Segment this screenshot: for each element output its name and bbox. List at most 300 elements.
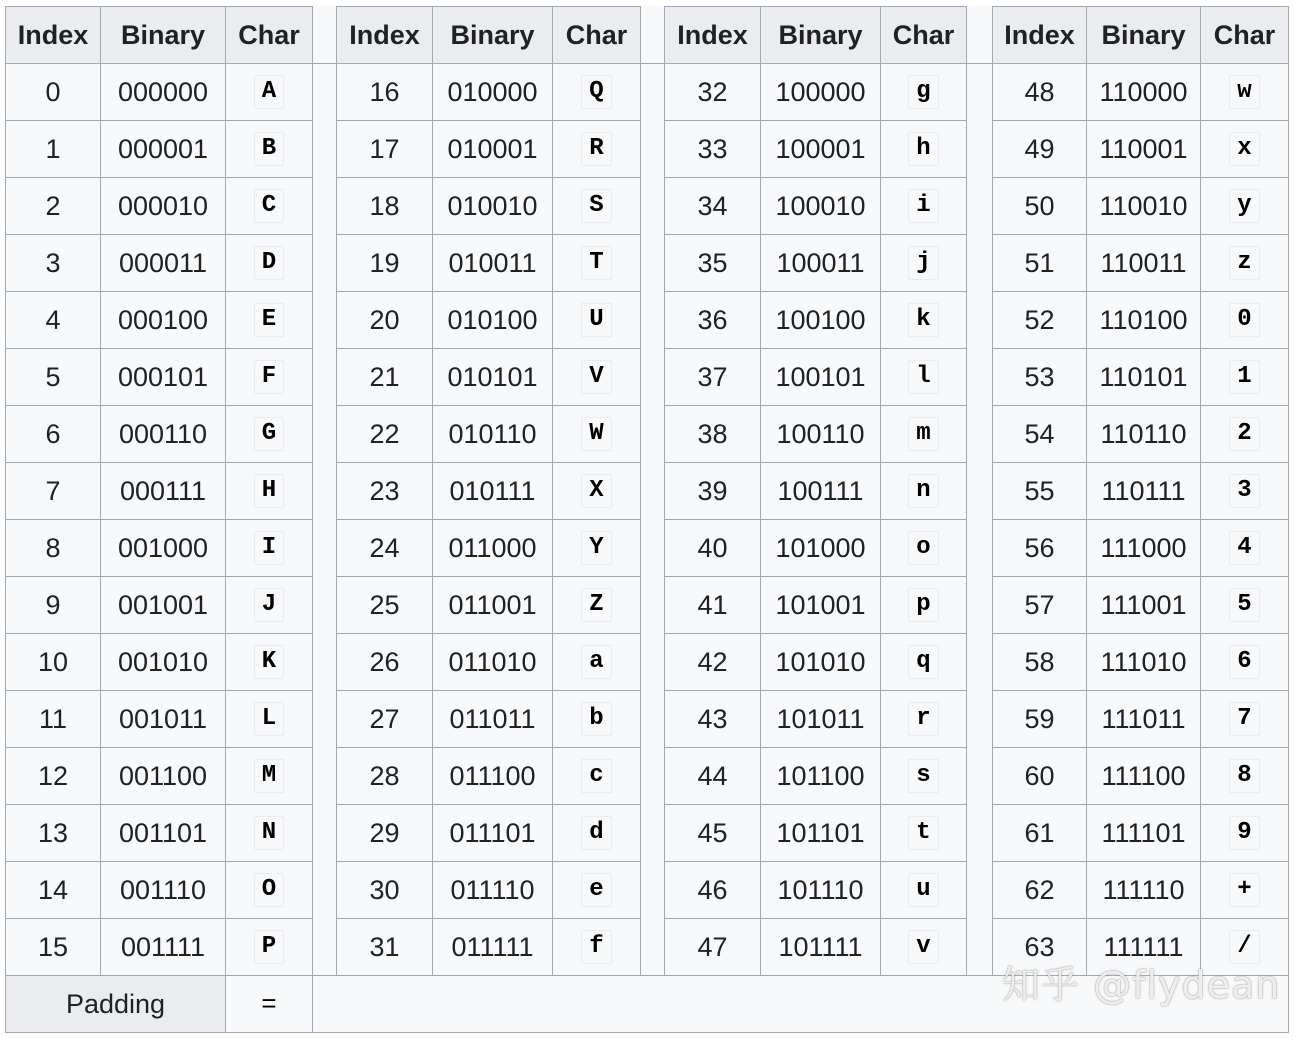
table-row [6,520,1289,577]
binary-cell: 110010 [1087,178,1201,235]
char-cell [226,64,313,121]
char-cell [226,748,313,805]
char-cell [1201,64,1289,121]
table-row [6,235,1289,292]
char-cell [553,862,641,919]
binary-cell: 101011 [761,691,881,748]
column-gap [641,235,665,292]
char-cell [881,634,967,691]
column-gap [313,577,337,634]
column-gap [967,7,993,64]
char-code: 2 [1229,417,1259,450]
index-cell: 54 [993,406,1087,463]
binary-cell: 100011 [761,235,881,292]
char-cell [226,121,313,178]
column-gap [641,406,665,463]
base64-index-table [5,6,1289,1033]
binary-cell: 110011 [1087,235,1201,292]
index-cell: 22 [337,406,433,463]
index-cell: 8 [6,520,101,577]
header-char: Char [1201,7,1289,64]
char-cell [881,292,967,349]
char-code: P [254,930,284,963]
char-code: O [254,873,284,906]
index-cell: 11 [6,691,101,748]
char-cell [1201,748,1289,805]
char-cell [553,406,641,463]
column-gap [313,805,337,862]
binary-cell: 011000 [433,520,553,577]
index-cell: 32 [665,64,761,121]
char-code: M [254,759,284,792]
column-gap [313,862,337,919]
binary-cell: 010001 [433,121,553,178]
column-gap [641,805,665,862]
header-char: Char [881,7,967,64]
char-cell [553,520,641,577]
binary-cell: 010111 [433,463,553,520]
binary-cell: 100111 [761,463,881,520]
column-gap [967,292,993,349]
binary-cell: 001110 [101,862,226,919]
char-code: u [908,873,938,906]
char-code: g [908,75,938,108]
char-code: n [908,474,938,507]
char-code: t [908,816,938,849]
binary-cell: 110110 [1087,406,1201,463]
char-cell [553,235,641,292]
column-gap [641,349,665,406]
column-gap [641,292,665,349]
column-gap [967,520,993,577]
binary-cell: 111011 [1087,691,1201,748]
char-code: z [1229,246,1259,279]
index-cell: 56 [993,520,1087,577]
char-cell [881,235,967,292]
index-cell: 61 [993,805,1087,862]
index-cell: 3 [6,235,101,292]
binary-cell: 111000 [1087,520,1201,577]
column-gap [967,748,993,805]
column-gap [967,919,993,976]
binary-cell: 110000 [1087,64,1201,121]
char-code: L [254,702,284,735]
char-cell [881,178,967,235]
index-cell: 45 [665,805,761,862]
table-body [6,64,1289,1033]
char-cell [881,862,967,919]
table-row [6,634,1289,691]
table-row [6,64,1289,121]
char-code: w [1229,75,1259,108]
index-cell: 58 [993,634,1087,691]
table-row [6,349,1289,406]
index-cell: 2 [6,178,101,235]
index-cell: 30 [337,862,433,919]
index-cell: 6 [6,406,101,463]
char-cell [553,292,641,349]
column-gap [967,406,993,463]
char-cell [1201,634,1289,691]
binary-cell: 010000 [433,64,553,121]
index-cell: 17 [337,121,433,178]
char-cell [226,292,313,349]
binary-cell: 111001 [1087,577,1201,634]
char-cell [1201,235,1289,292]
index-cell: 37 [665,349,761,406]
char-cell [226,805,313,862]
table-row [6,805,1289,862]
index-cell: 34 [665,178,761,235]
char-cell [881,349,967,406]
watermark: 知乎 @flydean [1002,963,1281,1007]
char-cell [553,634,641,691]
binary-cell: 010010 [433,178,553,235]
char-code: N [254,816,284,849]
char-cell [226,235,313,292]
column-gap [313,121,337,178]
column-gap [641,748,665,805]
char-cell [553,349,641,406]
index-cell: 4 [6,292,101,349]
binary-cell: 100010 [761,178,881,235]
char-code: h [908,132,938,165]
binary-cell: 101111 [761,919,881,976]
column-gap [641,691,665,748]
column-gap [967,691,993,748]
char-cell [1201,178,1289,235]
index-cell: 41 [665,577,761,634]
char-cell [1201,349,1289,406]
binary-cell: 011001 [433,577,553,634]
column-gap [313,235,337,292]
index-cell: 53 [993,349,1087,406]
column-gap [313,406,337,463]
index-cell: 36 [665,292,761,349]
char-cell [553,463,641,520]
binary-cell: 100100 [761,292,881,349]
index-cell: 40 [665,520,761,577]
padding-label: Padding [6,976,226,1033]
char-cell [881,919,967,976]
binary-cell: 001010 [101,634,226,691]
table-row [6,748,1289,805]
column-gap [313,178,337,235]
binary-cell: 010011 [433,235,553,292]
binary-cell: 101100 [761,748,881,805]
char-cell [553,178,641,235]
index-cell: 38 [665,406,761,463]
char-code: o [908,531,938,564]
binary-cell: 001011 [101,691,226,748]
column-gap [967,235,993,292]
char-cell [1201,691,1289,748]
header-row [6,7,1289,64]
char-code: 5 [1229,588,1259,621]
column-gap [641,577,665,634]
char-cell [1201,121,1289,178]
column-gap [313,748,337,805]
binary-cell: 000011 [101,235,226,292]
char-code: T [581,246,611,279]
binary-cell: 100001 [761,121,881,178]
column-gap [967,634,993,691]
table-row [6,691,1289,748]
index-cell: 44 [665,748,761,805]
char-code: I [254,531,284,564]
column-gap [967,805,993,862]
binary-cell: 111101 [1087,805,1201,862]
char-code: B [254,132,284,165]
char-cell [553,919,641,976]
char-code: c [581,759,611,792]
char-code: y [1229,189,1259,222]
table-row [6,292,1289,349]
header-char: Char [553,7,641,64]
char-code: 9 [1229,816,1259,849]
header-char: Char [226,7,313,64]
char-cell [881,577,967,634]
char-cell [1201,292,1289,349]
index-cell: 63 [993,919,1087,976]
index-cell: 16 [337,64,433,121]
char-code: 8 [1229,759,1259,792]
column-gap [967,178,993,235]
char-cell [553,691,641,748]
binary-cell: 111010 [1087,634,1201,691]
binary-cell: 001001 [101,577,226,634]
char-code: b [581,702,611,735]
binary-cell: 101110 [761,862,881,919]
char-code: 7 [1229,702,1259,735]
char-code: r [908,702,938,735]
column-gap [967,463,993,520]
binary-cell: 011010 [433,634,553,691]
char-cell [553,121,641,178]
index-cell: 9 [6,577,101,634]
header-binary: Binary [761,7,881,64]
binary-cell: 111110 [1087,862,1201,919]
column-gap [313,7,337,64]
index-cell: 49 [993,121,1087,178]
char-code: H [254,474,284,507]
column-gap [967,349,993,406]
binary-cell: 011111 [433,919,553,976]
char-cell [881,406,967,463]
column-gap [967,121,993,178]
char-cell [1201,805,1289,862]
column-gap [313,463,337,520]
char-code: a [581,645,611,678]
index-cell: 47 [665,919,761,976]
char-cell [1201,520,1289,577]
char-code: k [908,303,938,336]
column-gap [641,178,665,235]
char-code: 3 [1229,474,1259,507]
char-code: j [908,246,938,279]
char-cell [553,805,641,862]
index-cell: 0 [6,64,101,121]
index-cell: 5 [6,349,101,406]
char-code: X [581,474,611,507]
binary-cell: 101000 [761,520,881,577]
binary-cell: 000001 [101,121,226,178]
char-code: Z [581,588,611,621]
index-cell: 48 [993,64,1087,121]
char-cell [1201,463,1289,520]
index-cell: 31 [337,919,433,976]
char-code: Y [581,531,611,564]
binary-cell: 110111 [1087,463,1201,520]
column-gap [967,64,993,121]
index-cell: 33 [665,121,761,178]
binary-cell: 001000 [101,520,226,577]
char-cell [226,463,313,520]
index-cell: 1 [6,121,101,178]
index-cell: 59 [993,691,1087,748]
char-cell [226,862,313,919]
char-code: 6 [1229,645,1259,678]
char-code: U [581,303,611,336]
char-cell [226,349,313,406]
index-cell: 21 [337,349,433,406]
binary-cell: 000111 [101,463,226,520]
binary-cell: 010101 [433,349,553,406]
char-code: l [908,360,938,393]
index-cell: 20 [337,292,433,349]
char-code: K [254,645,284,678]
char-code: G [254,417,284,450]
char-code: Q [581,75,611,108]
char-cell [226,691,313,748]
char-cell [553,577,641,634]
column-gap [313,64,337,121]
header-binary: Binary [101,7,226,64]
char-cell [881,463,967,520]
char-cell [881,64,967,121]
char-cell [881,520,967,577]
binary-cell: 110100 [1087,292,1201,349]
binary-cell: 100000 [761,64,881,121]
char-cell [226,520,313,577]
table-row [6,121,1289,178]
binary-cell: 011101 [433,805,553,862]
index-cell: 50 [993,178,1087,235]
index-cell: 15 [6,919,101,976]
char-code: e [581,873,611,906]
char-code: 0 [1229,303,1259,336]
column-gap [313,520,337,577]
char-code: C [254,189,284,222]
index-cell: 43 [665,691,761,748]
index-cell: 39 [665,463,761,520]
char-cell [1201,406,1289,463]
index-cell: 52 [993,292,1087,349]
char-code: v [908,930,938,963]
index-cell: 25 [337,577,433,634]
char-code: V [581,360,611,393]
column-gap [641,64,665,121]
char-cell [226,919,313,976]
index-cell: 46 [665,862,761,919]
binary-cell: 001101 [101,805,226,862]
binary-cell: 011100 [433,748,553,805]
column-gap [313,349,337,406]
index-cell: 23 [337,463,433,520]
column-gap [967,577,993,634]
binary-cell: 101101 [761,805,881,862]
binary-cell: 000010 [101,178,226,235]
header-binary: Binary [433,7,553,64]
column-gap [641,121,665,178]
binary-cell: 111111 [1087,919,1201,976]
column-gap [641,862,665,919]
binary-cell: 110101 [1087,349,1201,406]
binary-cell: 110001 [1087,121,1201,178]
char-code: J [254,588,284,621]
index-cell: 28 [337,748,433,805]
char-code: D [254,246,284,279]
header-index: Index [665,7,761,64]
char-code: 4 [1229,531,1259,564]
table-row [6,862,1289,919]
column-gap [641,463,665,520]
binary-cell: 100101 [761,349,881,406]
index-cell: 60 [993,748,1087,805]
char-code: 1 [1229,360,1259,393]
binary-cell: 011011 [433,691,553,748]
index-cell: 42 [665,634,761,691]
table-row [6,178,1289,235]
char-cell [881,805,967,862]
header-index: Index [337,7,433,64]
char-cell [881,691,967,748]
index-cell: 26 [337,634,433,691]
index-cell: 10 [6,634,101,691]
column-gap [641,7,665,64]
binary-cell: 010100 [433,292,553,349]
index-cell: 19 [337,235,433,292]
char-cell [1201,577,1289,634]
index-cell: 7 [6,463,101,520]
char-cell [226,634,313,691]
index-cell: 51 [993,235,1087,292]
column-gap [313,919,337,976]
index-cell: 35 [665,235,761,292]
char-cell [553,748,641,805]
binary-cell: 001111 [101,919,226,976]
column-gap [313,634,337,691]
column-gap [641,520,665,577]
char-code: i [908,189,938,222]
index-cell: 12 [6,748,101,805]
char-code: m [908,417,938,450]
char-code: q [908,645,938,678]
char-code: / [1229,930,1259,963]
index-cell: 13 [6,805,101,862]
binary-cell: 001100 [101,748,226,805]
index-cell: 57 [993,577,1087,634]
binary-cell: 000100 [101,292,226,349]
char-code: + [1229,873,1259,906]
table-row [6,577,1289,634]
padding-char-cell [226,976,313,1033]
char-code: x [1229,132,1259,165]
binary-cell: 111100 [1087,748,1201,805]
char-code: d [581,816,611,849]
char-code: R [581,132,611,165]
column-gap [641,634,665,691]
